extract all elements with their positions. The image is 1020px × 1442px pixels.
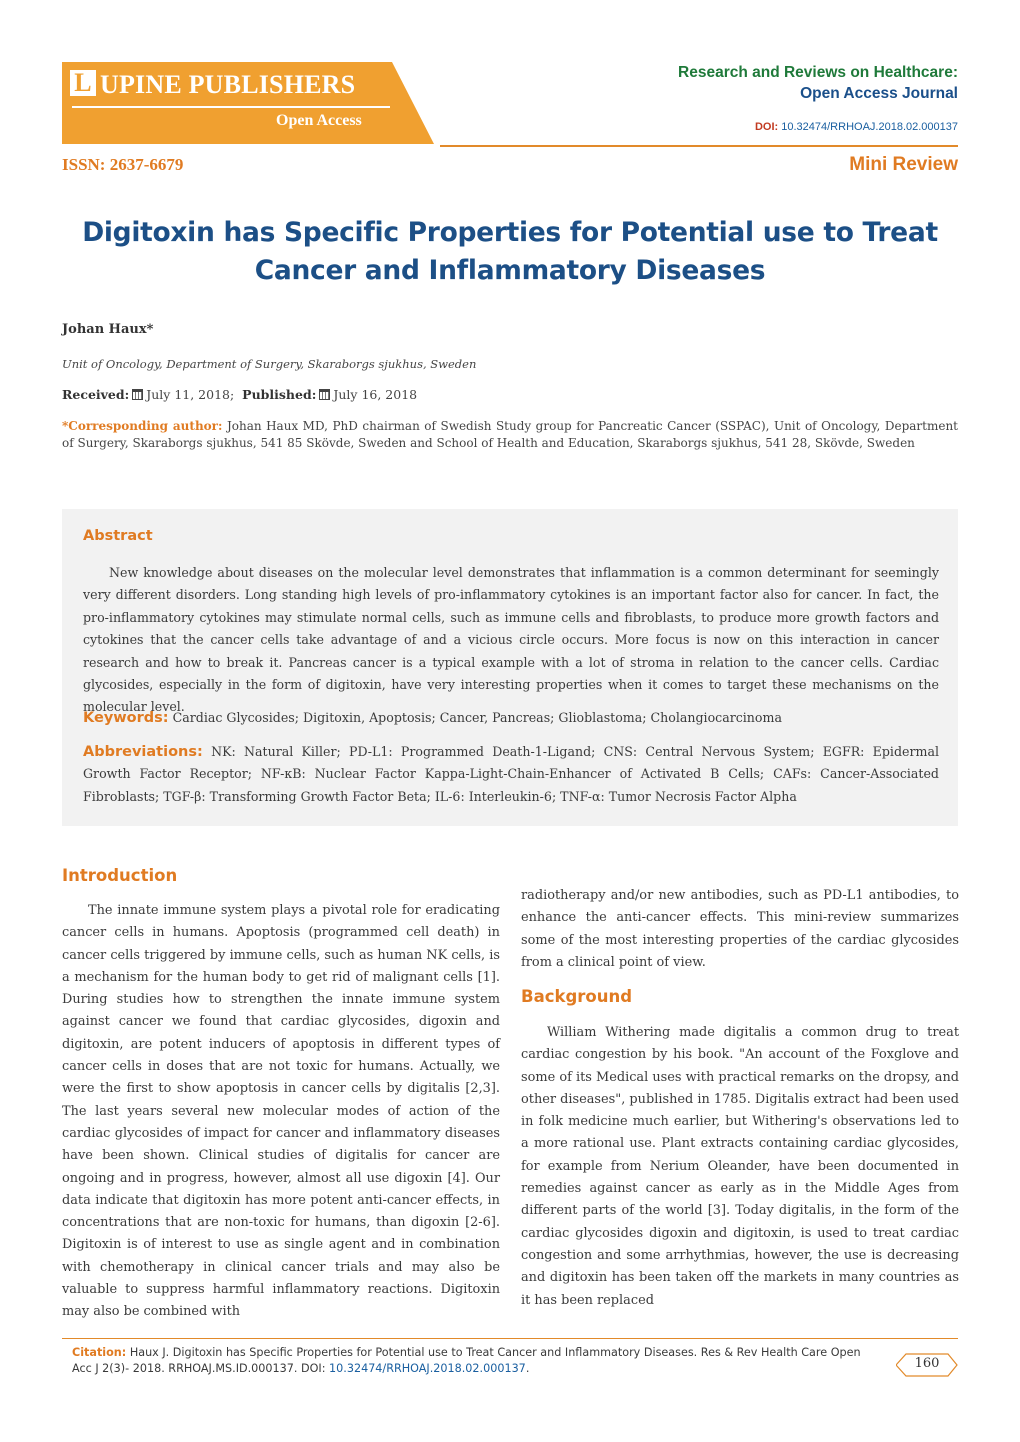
calendar-icon (132, 389, 143, 400)
citation-end: . (525, 1362, 530, 1375)
abbreviations-text: NK: Natural Killer; PD-L1: Programmed Death-1-Ligand; CNS: Central Nervous System; EGFR: Epidermal Growth Factor Receptor; NF-κB: Nuclear Factor Kappa-Light-Chain-Enhancer of Activated B Cells; CAFs: Cancer-Associated Fibroblasts; TGF-β: Transforming Growth Factor Beta; IL-6: Interleukin-6; TNF-α: Tumor Necrosis Factor Alpha (83, 744, 939, 804)
calendar-icon (319, 389, 330, 400)
logo-name: UPINE PUBLISHERS (100, 70, 356, 99)
background-heading: Background (521, 987, 633, 1006)
keywords-text: Cardiac Glycosides; Digitoxin, Apoptosis; Cancer, Pancreas; Glioblastoma; Cholangiocarcinoma (172, 710, 782, 725)
journal-title-line1: Research and Reviews on Healthcare: (678, 64, 958, 81)
corresponding-author (62, 418, 958, 452)
logo-subtitle: Open Access (276, 112, 362, 129)
received-label: Received: (62, 387, 130, 402)
received-date: July 11, 2018; (146, 387, 235, 402)
published-date: July 16, 2018 (333, 387, 418, 402)
published-label: Published: (242, 387, 317, 402)
logo-initial: L (70, 70, 96, 96)
introduction-heading: Introduction (62, 866, 178, 885)
abbreviations-label: Abbreviations: (83, 744, 203, 760)
footer-divider (62, 1338, 958, 1339)
journal-title (678, 62, 958, 104)
keywords (83, 707, 939, 729)
issn: ISSN: 2637-6679 (62, 155, 184, 174)
introduction-text: The innate immune system plays a pivotal role for eradicating cancer cells in humans. Apoptosis (programmed cell death) in cancer cells triggered by immune cells, such as human NK cells, is a mechanism for the human body to get rid of malignant cells [1]. During studies how to strengthen the innate immune system against cancer we found that cardiac glycosides, digoxin and digitoxin, are potent inducers of apoptosis in different types of cancer cells in doses that are not toxic for humans. Actually, we were the first to show apoptosis in cancer cells by digitalis [2,3]. The last years several new molecular modes of action of the cardiac glycosides of impact for cancer and inflammatory diseases have been shown. Clinical studies of digitalis for cancer are ongoing and in progress, however, almost all use digoxin [4]. Our data indicate that digitoxin has more potent anti-cancer effects, in concentrations that are non-toxic for humans, than digoxin [2-6]. Digitoxin is of interest to use as single agent and in combination with chemotherapy in clinical cancer trials and may also be valuable to suppress harmful inflammatory reactions. Digitoxin may also be combined with (62, 903, 500, 1320)
header-divider (440, 145, 958, 147)
corresponding-author-label: *Corresponding author: (62, 419, 223, 433)
author: Johan Haux* (62, 322, 154, 337)
citation-doi-link[interactable]: 10.32474/RRHOAJ.2018.02.000137 (329, 1362, 526, 1375)
citation-text: Haux J. Digitoxin has Specific Properties for Potential use to Treat Cancer and Inflammatory Diseases. Res & Rev Health Care Open Acc J 2(3)- 2018. RRHOAJ.MS.ID.000137. DOI: (72, 1346, 861, 1375)
article-title: Digitoxin has Specific Properties for Potential use to Treat Cancer and Inflammatory Diseases (82, 217, 938, 286)
affiliation: Unit of Oncology, Department of Surgery, Skaraborgs sjukhus, Sweden (62, 357, 477, 371)
citation (72, 1345, 872, 1377)
abbreviations (83, 741, 939, 808)
article-type: Mini Review (849, 154, 958, 175)
doi (755, 121, 958, 133)
article-dates (62, 387, 417, 402)
abstract-text: New knowledge about diseases on the molecular level demonstrates that inflammation is a common determinant for seemingly very different disorders. Long standing high levels of pro-inflammatory cytokines is an important factor also for cancer. In fact, the pro-inflammatory cytokines may stimulate normal cells, such as immune cells and fibroblasts, to produce more growth factors and cytokines that the cancer cells take advantage of and a vicious circle occurs. More focus is now on this interaction in cancer research and how to break it. Pancreas cancer is a typical example with a lot of stroma in relation to the cancer cells. Cardiac glycosides, especially in the form of digitoxin, have very interesting properties when it comes to target these mechanisms on the molecular level. (83, 565, 939, 715)
page-number: 160 (914, 1356, 940, 1371)
journal-title-line2: Open Access Journal (800, 85, 958, 102)
keywords-label: Keywords: (83, 710, 169, 726)
doi-label: DOI: (754, 121, 779, 133)
doi-link[interactable]: 10.32474/RRHOAJ.2018.02.000137 (781, 121, 958, 133)
background-text: William Withering made digitalis a common drug to treat cardiac congestion by his book. "An account of the Foxglove and some of its Medical uses with practical remarks on the dropsy, and other diseases", published in 1785. Digitalis extract had been used in folk medicine much earlier, but Withering's observations led to a more rational use. Plant extracts containing cardiac glycosides, for example from Nerium Oleander, have been documented in remedies against cancer as early as in the Middle Ages from different parts of the world [3]. Today digitalis, in the form of the cardiac glycosides digoxin and digitoxin, is used to treat cardiac congestion and some arrhythmias, however, the use is decreasing and digitoxin has been taken off the markets in many countries as it has been replaced (521, 1025, 960, 1308)
corresponding-author-text: Johan Haux MD, PhD chairman of Swedish Study group for Pancreatic Cancer (SSPAC), Unit of Oncology, Department of Surgery, Skaraborgs sjukhus, 541 85 Skövde, Sweden and School of Health and Education, Skaraborgs sjukhus, 541 28, Skövde, Sweden (62, 419, 958, 450)
abstract-heading: Abstract (83, 528, 153, 544)
citation-label: Citation: (72, 1346, 127, 1359)
publisher-logo[interactable] (70, 70, 355, 100)
introduction-continued-text: radiotherapy and/or new antibodies, such as PD-L1 antibodies, to enhance the anti-cancer effects. This mini-review summarizes some of the most interesting properties of the cardiac glycosides from a clinical point of view. (521, 888, 959, 970)
